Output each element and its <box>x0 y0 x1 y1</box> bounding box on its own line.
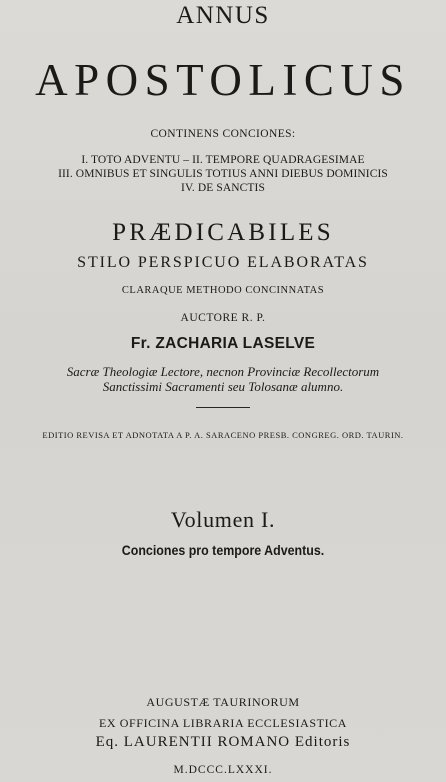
volume-number: Volumen I. <box>170 507 276 532</box>
auctore-label: AUCTORE R. P. <box>180 312 266 324</box>
volume-subtitle: Conciones pro tempore Adventus. <box>121 543 325 558</box>
continens-label: CONTINENS CONCIONES: <box>150 128 296 140</box>
imprint-publisher-name: Eq. LAURENTII ROMANO Editoris <box>95 734 351 750</box>
heading-annus: ANNUS <box>176 2 270 29</box>
subheading-claraque: CLARAQUE METHODO CONCINNATAS <box>121 285 325 296</box>
subheading-stilo: STILO PERSPICUO ELABORATAS <box>77 254 369 271</box>
imprint-year: M.DCCC.LXXXI. <box>173 764 273 776</box>
heading-praedicabiles: PRÆDICABILES <box>112 219 334 246</box>
author-description-line-2: Sanctissimi Sacramenti seu Tolosanæ alumno. <box>102 379 344 394</box>
contents-line-3: IV. DE SANCTIS <box>181 182 265 194</box>
contents-line-2: III. OMNIBUS ET SINGULIS TOTIUS ANNI DIEBUS DOMINICIS <box>58 168 388 180</box>
author-description-line-1: Sacræ Theologiæ Lectore, necnon Provinciæ Recollectorum <box>66 364 380 379</box>
heading-apostolicus: APOSTOLICUS <box>35 55 411 105</box>
imprint-city: AUGUSTÆ TAURINORUM <box>146 695 300 709</box>
contents-line-1: I. TOTO ADVENTU – II. TEMPORE QUADRAGESIMAE <box>81 154 365 166</box>
edition-note: EDITIO REVISA ET ADNOTATA A P. A. SARACENO PRESB. CONGREG. ORD. TAURIN. <box>42 430 404 440</box>
author-name: Fr. ZACHARIA LASELVE <box>130 335 316 352</box>
imprint-publisher-office: EX OFFICINA LIBRARIA ECCLESIASTICA <box>98 716 348 730</box>
divider-rule <box>196 407 250 408</box>
